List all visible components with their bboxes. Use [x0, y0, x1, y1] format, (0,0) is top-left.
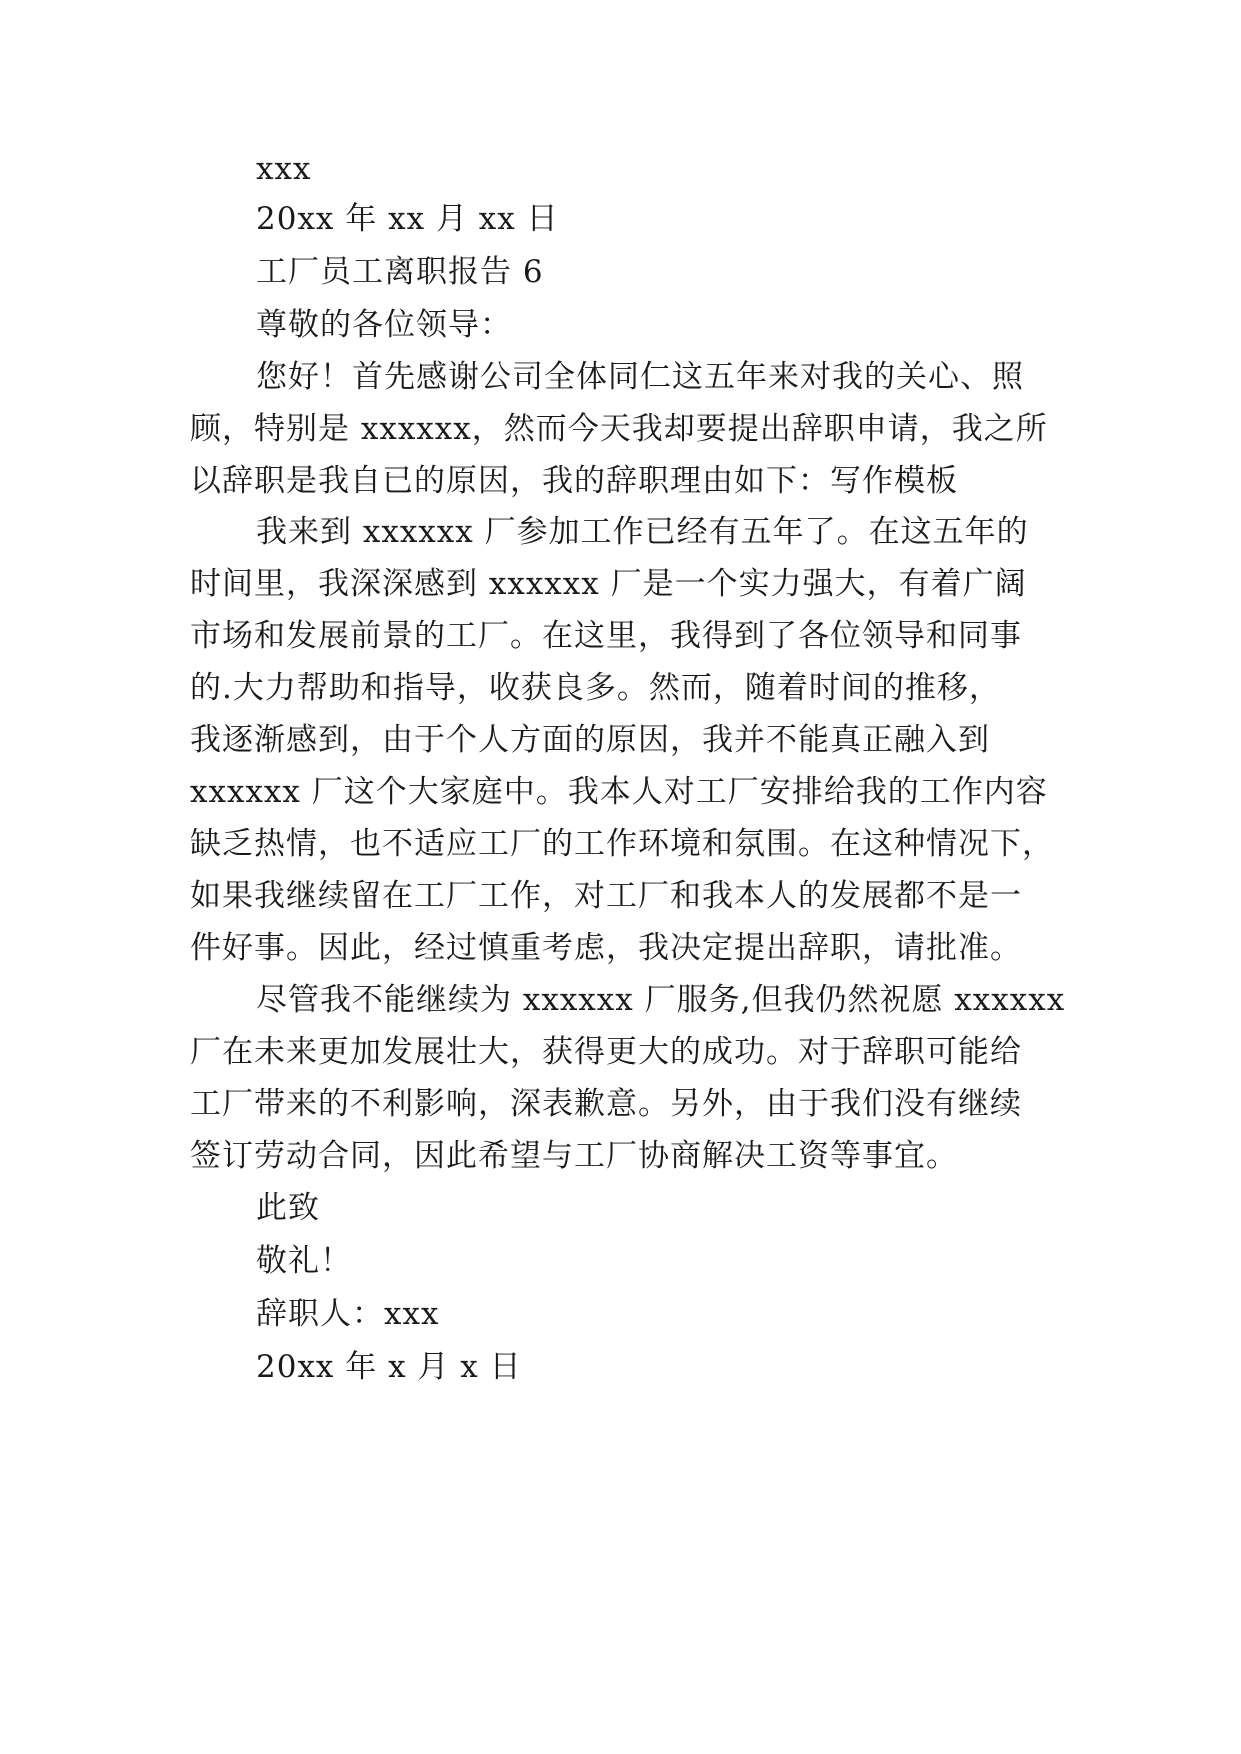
- salutation: 尊敬的各位领导：: [256, 307, 512, 343]
- previous-letter-signer: xxx: [256, 151, 312, 187]
- paragraph-2-line: 我来到 xxxxxx 厂参加工作已经有五年了。在这五年的: [256, 514, 1029, 550]
- closing-phrase: 此致: [256, 1190, 320, 1226]
- paragraph-2-line: 件好事。因此，经过慎重考虑，我决定提出辞职，请批准。: [190, 930, 1022, 966]
- paragraph-3-line: 签订劳动合同，因此希望与工厂协商解决工资等事宜。: [190, 1138, 958, 1174]
- paragraph-2-line: xxxxxx 厂这个大家庭中。我本人对工厂安排给我的工作内容: [190, 774, 1048, 810]
- paragraph-2-line: 市场和发展前景的工厂。在这里，我得到了各位领导和同事: [190, 618, 1022, 654]
- paragraph-2-line: 我逐渐感到，由于个人方面的原因，我并不能真正融入到: [190, 722, 990, 758]
- paragraph-3-line: 工厂带来的不利影响，深表歉意。另外，由于我们没有继续: [190, 1086, 1022, 1122]
- paragraph-2-line: 时间里，我深深感到 xxxxxx 厂是一个实力强大，有着广阔: [190, 566, 1027, 602]
- paragraph-2-line: 的.大力帮助和指导，收获良多。然而，随着时间的推移，: [190, 670, 1001, 706]
- signer: 辞职人：xxx: [256, 1296, 440, 1332]
- paragraph-3-line: 厂在未来更加发展壮大，获得更大的成功。对于辞职可能给: [190, 1034, 1022, 1070]
- paragraph-3-line: 尽管我不能继续为 xxxxxx 厂服务,但我仍然祝愿 xxxxxx: [256, 982, 1066, 1018]
- closing-salute: 敬礼！: [256, 1243, 352, 1279]
- paragraph-2-line: 缺乏热情，也不适应工厂的工作环境和氛围。在这种情况下，: [190, 826, 1054, 862]
- paragraph-2-line: 如果我继续留在工厂工作，对工厂和我本人的发展都不是一: [190, 878, 1022, 914]
- paragraph-1-line: 您好！首先感谢公司全体同仁这五年来对我的关心、照: [256, 359, 1024, 395]
- letter-date: 20xx 年 x 月 x 日: [256, 1349, 522, 1385]
- document-title: 工厂员工离职报告 6: [256, 254, 544, 290]
- paragraph-1-line: 以辞职是我自已的原因，我的辞职理由如下：写作模板: [190, 463, 958, 499]
- paragraph-1-line: 顾，特别是 xxxxxx，然而今天我却要提出辞职申请，我之所: [190, 411, 1048, 447]
- previous-letter-date: 20xx 年 xx 月 xx 日: [256, 201, 559, 237]
